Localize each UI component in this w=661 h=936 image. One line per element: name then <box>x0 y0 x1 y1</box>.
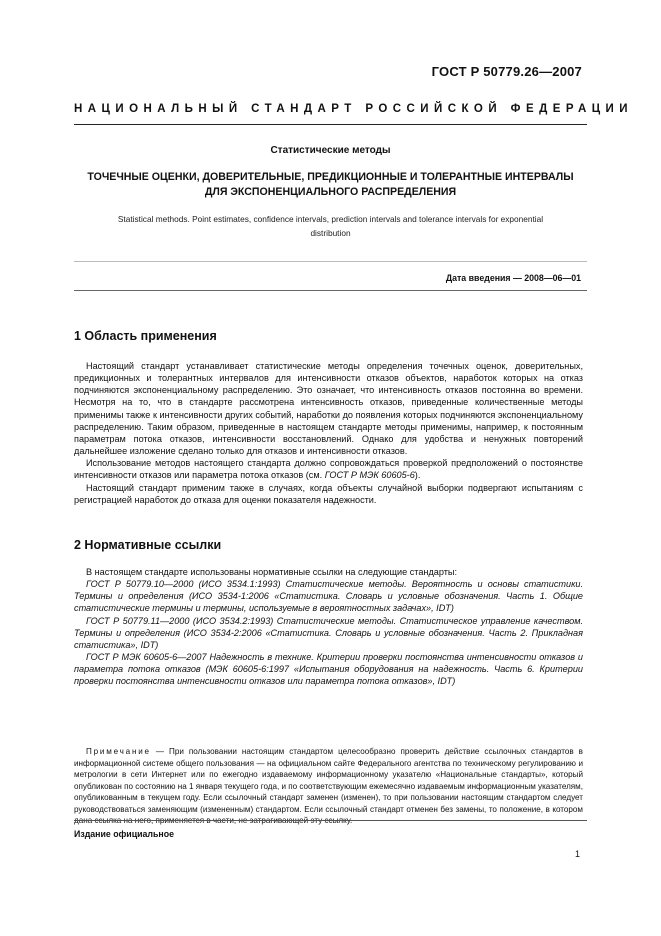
date-divider <box>74 290 587 291</box>
page-number: 1 <box>574 849 580 859</box>
official-edition-label: Издание официальное <box>74 829 174 839</box>
section-1-paragraph-3: Настоящий стандарт применим также в случаях, когда объекты случайной выборки подвергают испытаниям с регистрацией наработок до отказа для оценки показателя надежности. <box>74 482 583 505</box>
note-text: — При пользовании настоящим стандартом целесообразно проверить действие ссылочных стандартов в информационной системе общего пользования — на официальном сайте Федерального агентства по техническому регулированию и метрологии в сети Интернет или по ежегодно издаваемому информационному указателю «Национальные стандарты», который опубликован по состоянию на 1 января текущего года, и по соответствующим ежемесячно издаваемым информационным указателям, опубликованным в текущем году. Если ссылочный стандарт заменен (изменен), то при пользовании настоящим стандартом следует руководствоваться заменяющим (измененным) стандартом. Если ссылочный стандарт отменен без замены, то положение, в котором дана ссылка на него, применяется в части, не затрагивающей эту ссылку. <box>74 747 583 826</box>
document-title-english <box>74 212 587 240</box>
section-1-paragraph-2: Использование методов настоящего стандарта должно сопровождаться проверкой предположений о постоянстве интенсивности отказов или параметра потока отказов (см. ГОСТ Р МЭК 60605-6). <box>74 458 583 481</box>
section-1-paragraph-1: Настоящий стандарт устанавливает статистические методы определения точечных оценок, доверительных, предикционных и толерантных интервалов для интенсивности отказов объектов, наработок которых на отказ подчиняются экспоненциальному распределению. Это означает, что интенсивность отказов постоянна во времени. Несмотря на то, что в стандарте рассмотрена интенсивность отказов, приведенные количественные методы применимы также к интенсивности других событий, наработки до появления которых подчиняются экспоненциальному распределению. Таким образом, приведенные в настоящем стандарте методы применимы, например, к постоянным параметрам потока отказов, интенсивности восстановлений. Однако для удобства и ненужных повторений дальнейшее изложение сделано только для отказов и интенсивности отказов. <box>74 361 583 457</box>
normative-reference-2: ГОСТ Р 50779.11—2000 (ИСО 3534.2:1993) Статистические методы. Статистическое управление качеством. Термины и определения (ИСО 3534-2:2006 «Статистика. Словарь и условные обозначения. Часть 2. Прикладная статистика», IDT) <box>74 615 583 650</box>
document-category: Статистические методы <box>270 145 391 156</box>
note-label: Примечание <box>86 747 151 756</box>
document-title-line-2: ДЛЯ ЭКСПОНЕНЦИАЛЬНОГО РАСПРЕДЕЛЕНИЯ <box>204 185 457 198</box>
document-title <box>74 170 587 199</box>
section-2-heading: 2 Нормативные ссылки <box>74 538 222 552</box>
normative-reference-1: ГОСТ Р 50779.10—2000 (ИСО 3534.1:1993) Статистические методы. Вероятность и основы статистики. Термины и определения (ИСО 3534-1:2006 «Статистика. Словарь и условные обозначения. Часть 1. Общие статистические термины и термины, используемые в вероятностных задачах», IDT) <box>74 579 583 614</box>
gost-number: ГОСТ Р 50779.26—2007 <box>431 64 582 79</box>
title-divider <box>74 261 587 262</box>
section-2-body <box>74 566 583 688</box>
section-2-intro: В настоящем стандарте использованы нормативные ссылки на следующие стандарты: <box>86 567 458 577</box>
footer-divider <box>74 820 587 821</box>
document-title-line-1: ТОЧЕЧНЫЕ ОЦЕНКИ, ДОВЕРИТЕЛЬНЫЕ, ПРЕДИКЦИОННЫЕ И ТОЛЕРАНТНЫЕ ИНТЕРВАЛЫ <box>87 171 574 183</box>
header-divider <box>74 124 587 125</box>
document-title-english-line-1: Statistical methods. Point estimates, confidence intervals, prediction intervals and tolerance intervals for exponential <box>117 214 544 224</box>
document-title-english-line-2: distribution <box>310 228 351 238</box>
national-standard-banner: НАЦИОНАЛЬНЫЙ СТАНДАРТ РОССИЙСКОЙ ФЕДЕРАЦИИ <box>74 103 633 115</box>
note-paragraph <box>74 746 583 827</box>
introduction-date: Дата введения — 2008—06—01 <box>445 273 581 283</box>
normative-reference-3: ГОСТ Р МЭК 60605-6—2007 Надежность в технике. Критерии проверки постоянства интенсивности отказов и параметра потока отказов (МЭК 60605-6:1997 «Испытания оборудования на надежность. Часть 6. Критерии проверки постоянства интенсивности отказов или параметра потока отказов», IDT) <box>74 652 583 687</box>
reference-gost-r-iec-60605-6: ГОСТ Р МЭК 60605-6 <box>324 470 415 481</box>
section-1-heading: 1 Область применения <box>74 329 217 343</box>
note <box>74 746 583 827</box>
section-1-body <box>74 360 583 506</box>
